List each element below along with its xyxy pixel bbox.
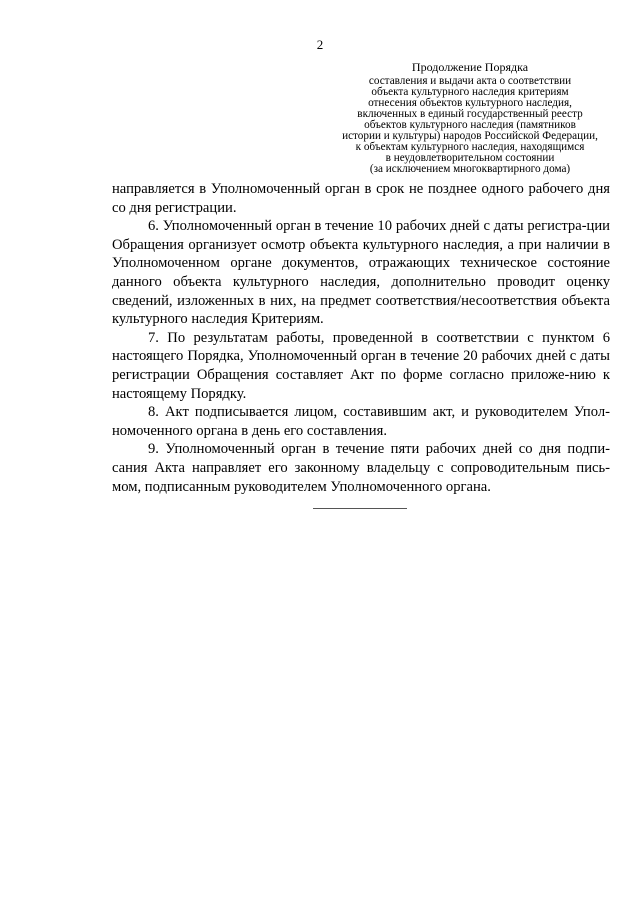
paragraph-6: 6. Уполномоченный орган в течение 10 рабочих дней с даты регистра-ции Обращения организует осмотр объекта культурного наследия, а при наличии в Уполномоченном органе документов, отражающих техническое состояние данного объекта культурного наследия, дополнительно проводит оценку сведений, изложенных в них, на предмет соответствия/несоответствия объекта культурного наследия Критериям. (112, 218, 610, 328)
paragraph-8: 8. Акт подписывается лицом, составившим акт, и руководителем Упол-номоченного органа в день его составления. (112, 404, 610, 439)
end-divider (313, 508, 407, 509)
header-line: истории и культуры) народов Российской Федерации, (342, 130, 598, 142)
header-line: включенных в единый государственный реестр (357, 108, 583, 120)
header-line: к объектам культурного наследия, находящимся (355, 141, 585, 153)
body-text (112, 180, 610, 496)
paragraph-9: 9. Уполномоченный орган в течение пяти рабочих дней со дня подпи-сания Акта направляет его законному владельцу с сопроводительным пись-мом, подписанным руководителем Уполномоченного органа. (112, 441, 610, 495)
header-line: объектов культурного наследия (памятников (364, 119, 576, 131)
header-line: отнесения объектов культурного наследия, (368, 97, 572, 109)
header-line: составления и выдачи акта о соответствии (368, 75, 572, 87)
header-title: Продолжение Порядка (411, 60, 529, 74)
header-block (330, 60, 610, 175)
page-number: 2 (316, 37, 324, 52)
header-line: объекта культурного наследия критериям (371, 86, 569, 98)
header-line: (за исключением многоквартирного дома) (369, 163, 571, 175)
continuation-paragraph: направляется в Уполномоченный орган в срок не позднее одного рабочего дня со дня регистрации. (112, 181, 610, 216)
paragraph-7: 7. По результатам работы, проведенной в соответствии с пунктом 6 настоящего Порядка, Уполномоченный орган в течение 20 рабочих дней с даты регистрации Обращения составляет Акт по форме согласно приложе-нию к настоящему Порядку. (112, 329, 610, 402)
header-line: в неудовлетворительном состоянии (385, 152, 555, 164)
